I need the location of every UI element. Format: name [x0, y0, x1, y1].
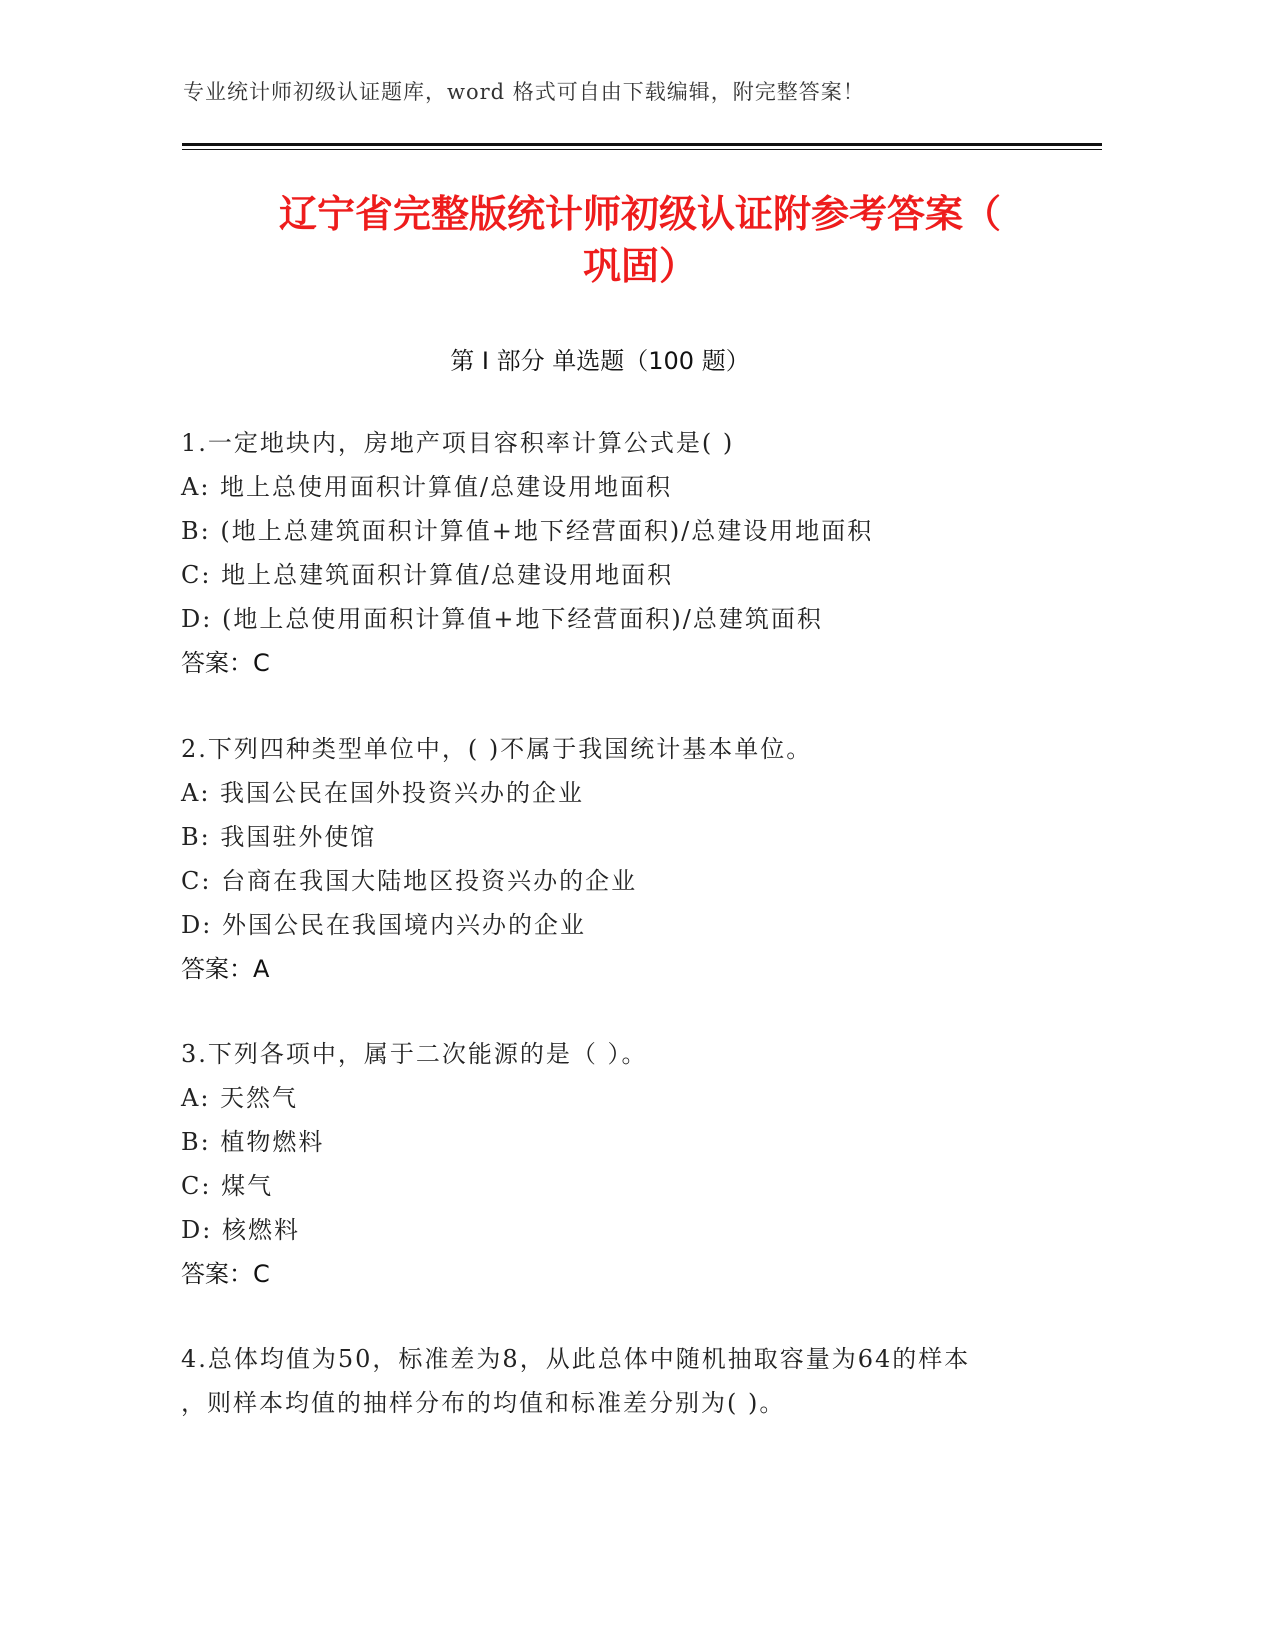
option-c: C: 地上总建筑面积计算值/总建设用地面积 [181, 561, 674, 589]
header-rule-thin [182, 149, 1102, 150]
document-title [140, 188, 1140, 292]
option-b: B: (地上总建筑面积计算值+地下经营面积)/总建设用地面积 [181, 517, 874, 545]
answer: 答案：C [181, 649, 270, 677]
option-d: D: 外国公民在我国境内兴办的企业 [181, 911, 586, 939]
option-c: C: 煤气 [181, 1172, 274, 1200]
question-3 [181, 1032, 1061, 1296]
question-2 [181, 727, 1061, 991]
option-c: C: 台商在我国大陆地区投资兴办的企业 [181, 867, 638, 895]
option-d: D: (地上总使用面积计算值+地下经营面积)/总建筑面积 [181, 605, 823, 633]
answer: 答案：A [181, 955, 270, 983]
question-4 [181, 1337, 1061, 1425]
question-stem: 2.下列四种类型单位中，( )不属于我国统计基本单位。 [181, 735, 813, 763]
option-a: A: 地上总使用面积计算值/总建设用地面积 [181, 473, 673, 501]
section-title: 第 I 部分 单选题（100 题） [450, 347, 750, 375]
option-a: A: 天然气 [181, 1084, 299, 1112]
document-title-line1: 辽宁省完整版统计师初级认证附参考答案（ [278, 192, 1001, 236]
question-stem: 3.下列各项中，属于二次能源的是（ ）。 [181, 1040, 648, 1068]
question-stem: 1.一定地块内，房地产项目容积率计算公式是( ) [181, 429, 735, 457]
answer: 答案：C [181, 1260, 270, 1288]
option-d: D: 核燃料 [181, 1216, 300, 1244]
question-stem-line1: 4.总体均值为50，标准差为8，从此总体中随机抽取容量为64的样本 [181, 1345, 971, 1373]
option-b: B: 植物燃料 [181, 1128, 325, 1156]
option-a: A: 我国公民在国外投资兴办的企业 [181, 779, 585, 807]
question-stem-line2: ，则样本均值的抽样分布的均值和标准差分别为( )。 [181, 1389, 786, 1417]
option-b: B: 我国驻外使馆 [181, 823, 377, 851]
question-1 [181, 421, 1061, 685]
document-title-line2: 巩固） [582, 244, 697, 288]
header-rule-thick [182, 143, 1102, 146]
header-note: 专业统计师初级认证题库，word 格式可自由下载编辑，附完整答案！ [183, 80, 865, 104]
